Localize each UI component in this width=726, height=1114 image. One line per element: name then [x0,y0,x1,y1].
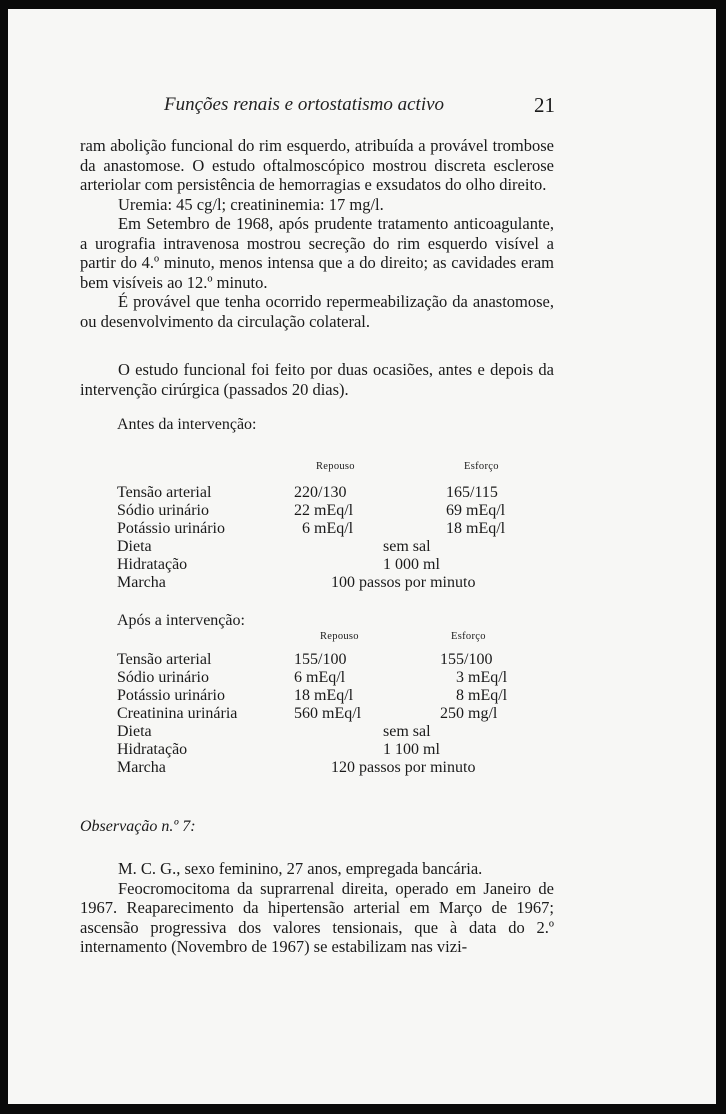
table-row-label: Potássio urinário [117,520,225,537]
paragraph: Em Setembro de 1968, após prudente tratamento anticoagulante, a urografia intravenosa mostrou secreção do rim esquerdo visível a partir do 4.º minuto, menos intensa que a do direito; as cavidades eram bem visíveis ao 12.º minuto. [80,214,554,292]
paragraph: É provável que tenha ocorrido repermeabilização da anastomose, ou desenvolvimento da circulação colateral. [80,292,554,331]
table-row-label: Tensão arterial [117,651,212,668]
after-col-effort: Esforço [451,631,486,642]
observation-text [80,859,554,957]
table-cell-effort: 8 mEq/l [456,687,508,704]
before-col-rest: Repouso [316,461,355,472]
table-row-label: Tensão arterial [117,484,212,501]
table-row-label: Sódio urinário [117,669,209,686]
table-cell-effort: 155/100 [440,651,493,668]
march-value: 100 passos por minuto [331,574,476,591]
paragraph: ram abolição funcional do rim esquerdo, atribuída a provável trombose da anastomose. O estudo oftalmoscópico mostrou discreta esclerose arteriolar com persistência de hemorragias e exsudatos do olho direito. [80,136,554,194]
intro-text [80,136,554,331]
table-cell-effort: 165/115 [446,484,498,501]
table-cell-rest: 220/130 [294,484,347,501]
diet-label: Dieta [117,538,152,555]
table-row-label: Potássio urinário [117,687,225,704]
table-cell-rest: 22 mEq/l [294,502,354,519]
after-col-rest: Repouso [320,631,359,642]
diet-value: sem sal [383,723,431,740]
hydration-label: Hidratação [117,741,188,758]
paragraph: O estudo funcional foi feito por duas ocasiões, antes e depois da intervenção cirúrgica (passados 20 dias). [80,360,554,399]
hydration-value: 1 000 ml [383,556,440,573]
table-cell-rest: 6 mEq/l [302,520,354,537]
table-cell-rest: 155/100 [294,651,347,668]
table-cell-effort: 18 mEq/l [446,520,506,537]
paragraph: Uremia: 45 cg/l; creatininemia: 17 mg/l. [118,194,384,214]
hydration-value: 1 100 ml [383,741,440,758]
table-cell-effort: 250 mg/l [440,705,498,722]
table-cell-effort: 69 mEq/l [446,502,506,519]
paragraph: M. C. G., sexo feminino, 27 anos, empregada bancária. [118,859,483,878]
table-cell-rest: 18 mEq/l [294,687,354,704]
march-label: Marcha [117,574,166,591]
paragraph: Feocromocitoma da suprarrenal direita, operado em Janeiro de 1967. Reaparecimento da hipertensão arterial em Março de 1967; ascensão progressiva dos valores tensionais, que à data do 2.º internamento (Novembro de 1967) se estabilizam nas vizi- [80,878,554,956]
table-row-label: Sódio urinário [117,502,209,519]
table-cell-rest: 6 mEq/l [294,669,346,686]
march-value: 120 passos por minuto [331,759,476,776]
observation-title: Observação n.º 7: [80,818,196,835]
march-label: Marcha [117,759,166,776]
hydration-label: Hidratação [117,556,188,573]
table-row-label: Creatinina urinária [117,705,238,722]
page-number: 21 [534,93,555,117]
before-col-effort: Esforço [464,461,499,472]
after-heading: Após a intervenção: [117,612,245,629]
table-cell-effort: 3 mEq/l [456,669,508,686]
running-header-title: Funções renais e ortostatismo activo [164,94,445,115]
diet-label: Dieta [117,723,152,740]
study-text [80,360,554,399]
table-cell-rest: 560 mEq/l [294,705,362,722]
diet-value: sem sal [383,538,431,555]
before-heading: Antes da intervenção: [117,416,257,433]
